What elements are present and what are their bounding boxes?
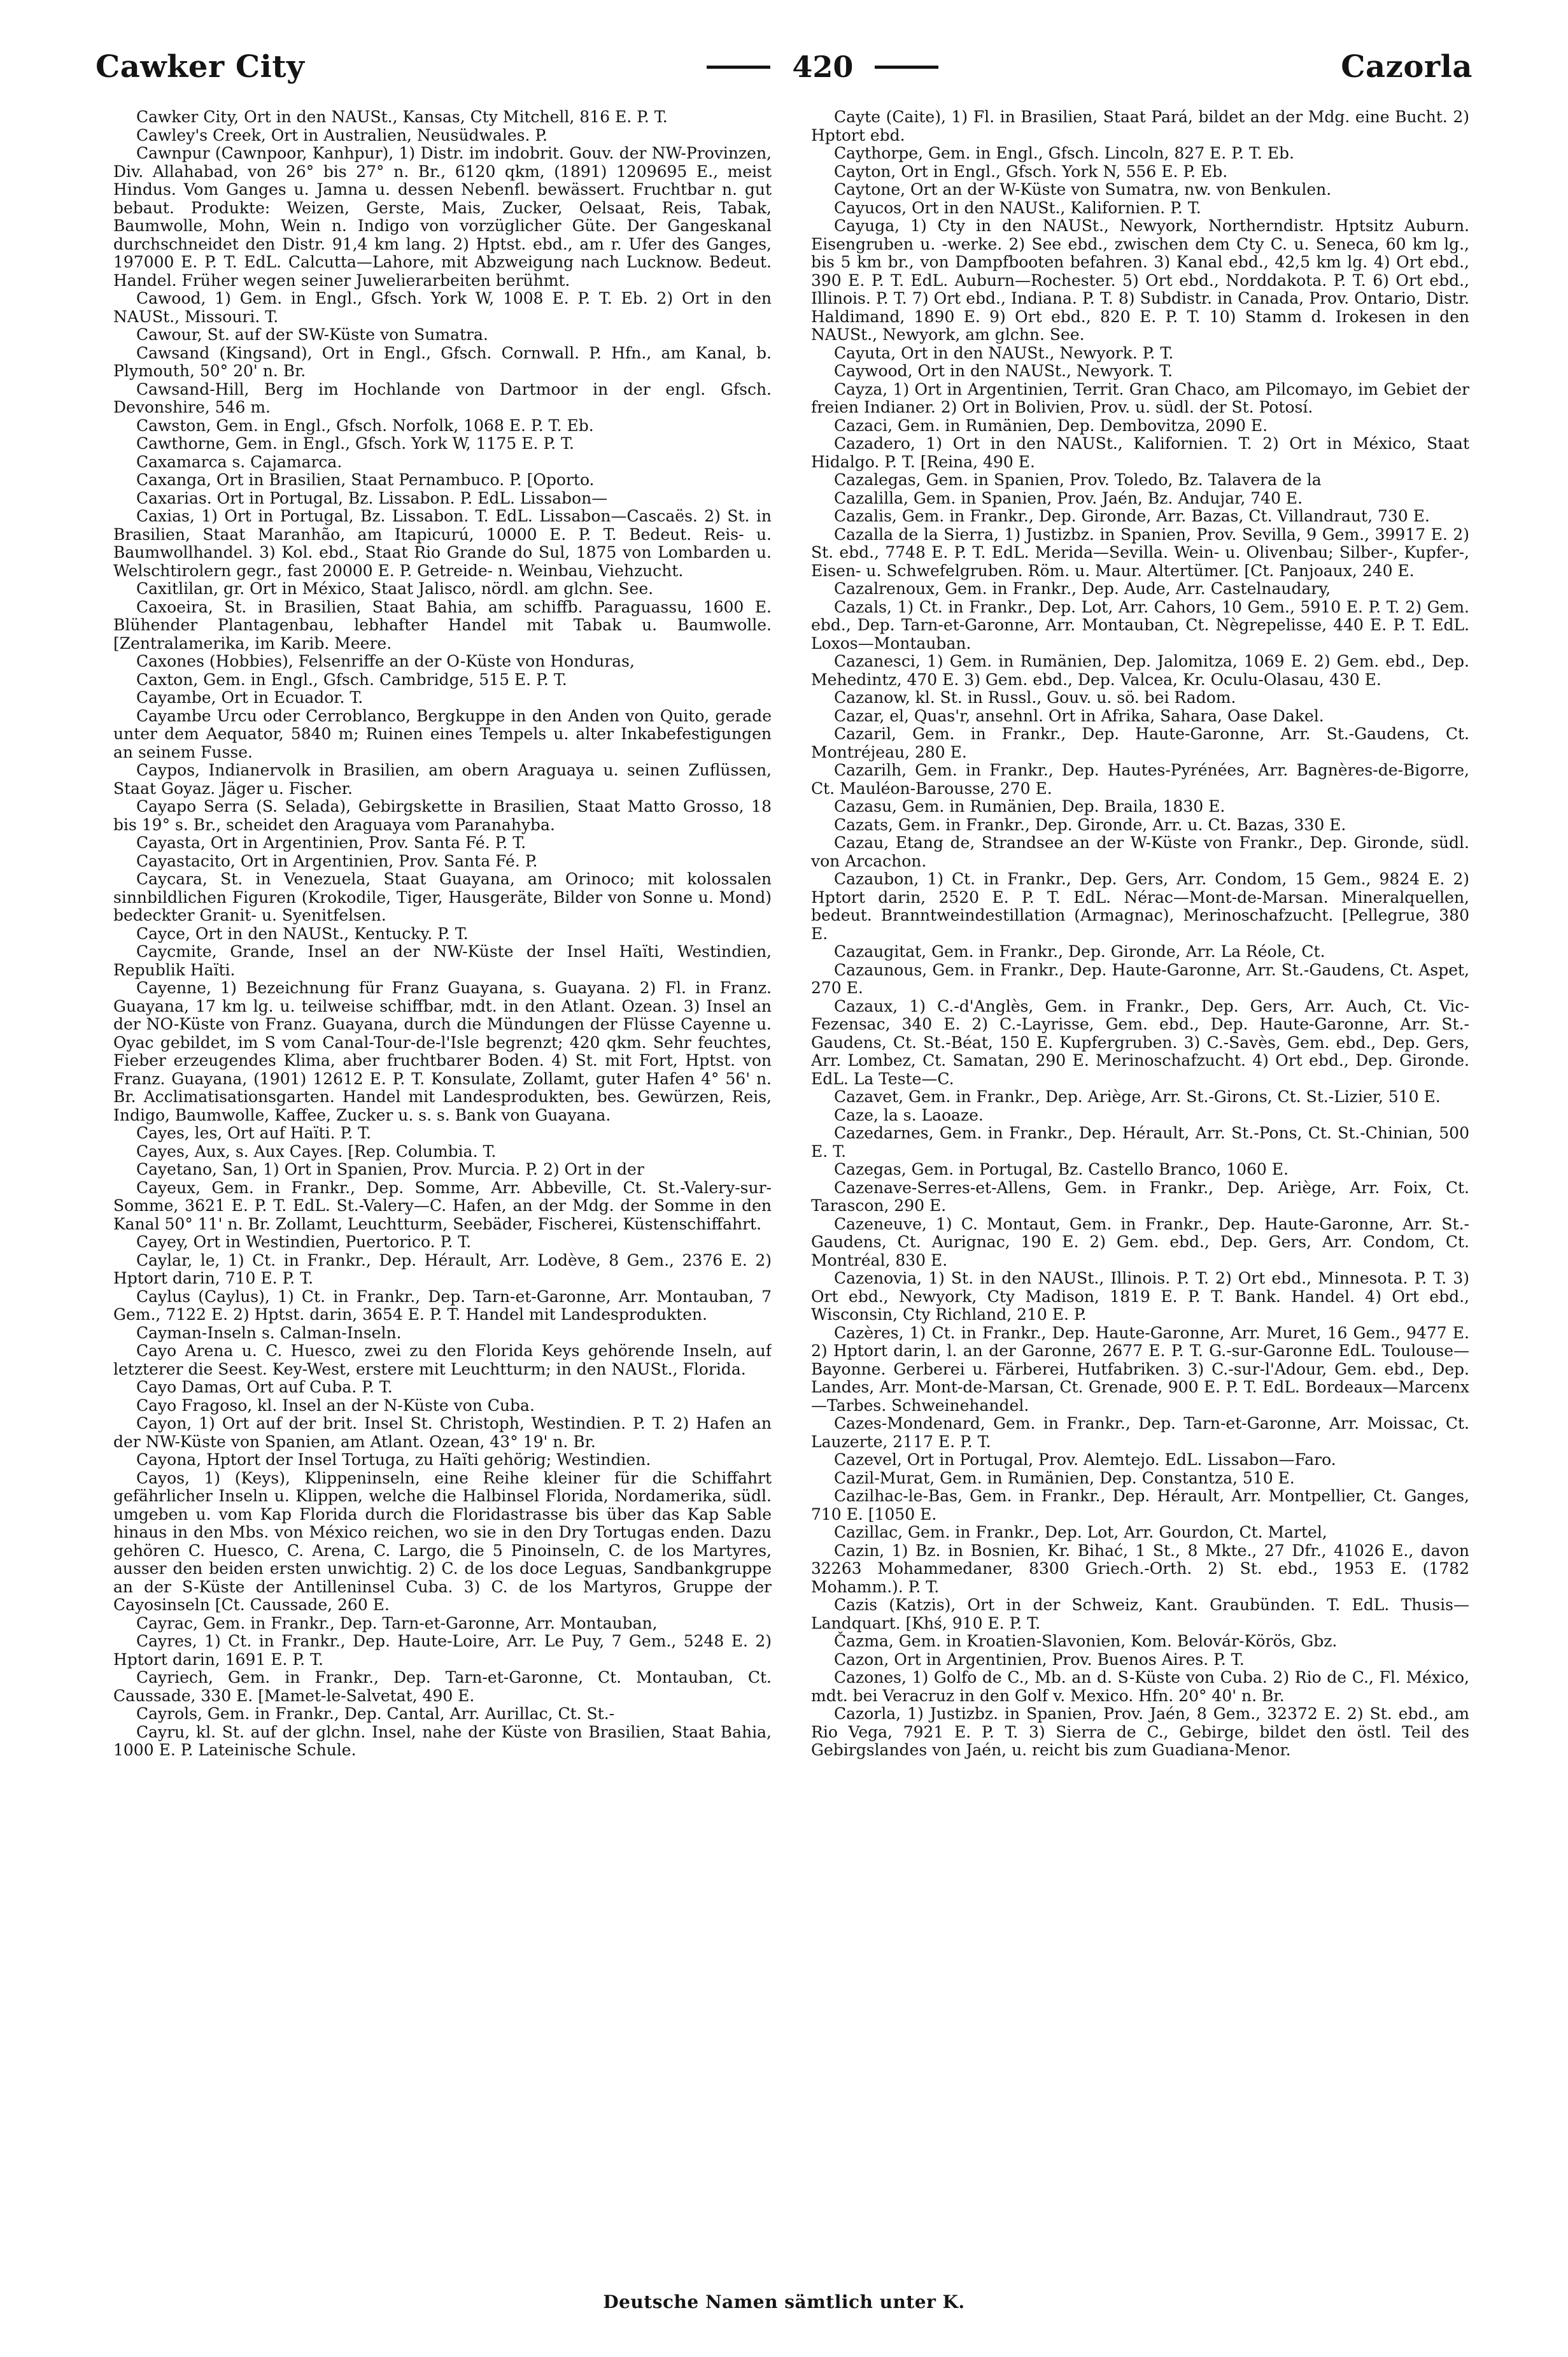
dictionary-entry: Caylar, le, 1) Ct. in Frankr., Dep. Hérault, Arr. Lodève, 8 Gem., 2376 E. 2) Hptort darin, 710 E. P. T. xyxy=(113,1250,772,1287)
dictionary-entry: Cayman-Inseln s. Calman-Inseln. xyxy=(136,1323,402,1342)
dictionary-entry: Cawour, St. auf der SW-Küste von Sumatra. xyxy=(136,325,488,344)
dictionary-entry: Cayrols, Gem. in Frankr., Dep. Cantal, Arr. Aurillac, Ct. St.- xyxy=(136,1704,615,1723)
dictionary-entry: Cayambe, Ort in Ecuador. T. xyxy=(136,688,364,707)
footer-note: Deutsche Namen sämtlich unter K. xyxy=(603,2291,965,2312)
dictionary-entry: Cayona, Hptort der Insel Tortuga, zu Haïti gehörig; Westindien. xyxy=(136,1450,651,1469)
dictionary-entry: Cazanow, kl. St. in Russl., Gouv. u. sö. bei Radom. xyxy=(834,688,1236,707)
dictionary-entry: Caythorpe, Gem. in Engl., Gfsch. Lincoln, 827 E. P. T. Eb. xyxy=(834,144,1294,162)
dictionary-entry: Cazères, 1) Ct. in Frankr., Dep. Haute-Garonne, Arr. Muret, 16 Gem., 9477 E. 2) Hptort darin, l. an der Garonne, 2677 E. P. T. G.-sur-Garonne EdL. Toulouse—Bayonne. Gerberei u. Färberei, Hutfabriken. 3) C.-sur-l'Adour, Gem. ebd., Dep. Landes, Arr. Mont-de-Marsan, Ct. Grenade, 900 E. P. T. EdL. Bordeaux—Marcenx—Tarbes. Schweinehandel. xyxy=(811,1323,1469,1415)
dictionary-entry: Caxamarca s. Cajamarca. xyxy=(136,452,343,471)
dictionary-entry: Cazeneuve, 1) C. Montaut, Gem. in Frankr., Dep. Haute-Garonne, Arr. St.-Gaudens, Ct. Aurignac, 190 E. 2) Gem. ebd., Dep. Gers, Arr. Condom, Ct. Montréal, 830 E. xyxy=(811,1214,1469,1270)
dictionary-entry: Cazalegas, Gem. in Spanien, Prov. Toledo, Bz. Talavera de la xyxy=(834,471,1322,489)
dictionary-entry: Cazar, el, Quas'r, ansehnl. Ort in Afrika, Sahara, Oase Dakel. xyxy=(834,706,1324,725)
dictionary-entry: Caze, la s. Laoaze. xyxy=(834,1105,984,1124)
dictionary-entry: Cayos, 1) (Keys), Klippeninseln, eine Reihe kleiner für die Schiffahrt gefährlicher Inseln u. Klippen, welche die Halbinsel Florida, Nordamerika, südl. umgeben u. vom Kap Florida durch die Floridastrasse bis über das Kap Sable hinaus in den Mbs. von México reichen, wo sie in den Dry Tortugas enden. Dazu gehören C. Huesco, C. Arena, C. Largo, die 5 Pinoinseln, C. de los Martyres, ausser den beiden ersten unwichtig. 2) C. de los doce Leguas, Sandbankgruppe an der S-Küste der Antilleninsel Cuba. 3) C. de los Martyros, Gruppe der Cayosinseln [Ct. Caussade, 260 E. xyxy=(113,1468,772,1614)
dictionary-entry: Cayucos, Ort in den NAUSt., Kalifornien. P. T. xyxy=(834,198,1201,217)
dictionary-entry: Cazevel, Ort in Portugal, Prov. Alemtejo. EdL. Lissabon—Faro. xyxy=(834,1450,1336,1469)
dictionary-entry: Caywood, Ort in den NAUSt., Newyork. T. xyxy=(834,362,1173,380)
dictionary-entry: Caytone, Ort an der W-Küste von Sumatra, nw. von Benkulen. xyxy=(834,180,1332,199)
right-column xyxy=(811,108,1469,2254)
dictionary-entry: Cawston, Gem. in Engl., Gfsch. Norfolk, 1068 E. P. T. Eb. xyxy=(136,416,594,435)
dictionary-entry: Cazaugitat, Gem. in Frankr., Dep. Gironde, Arr. La Réole, Ct. xyxy=(834,942,1325,961)
dictionary-entry: Cazalis, Gem. in Frankr., Dep. Gironde, Arr. Bazas, Ct. Villandraut, 730 E. xyxy=(834,507,1430,525)
dictionary-entry: Cazorla, 1) Justizbz. in Spanien, Prov. Jaén, 8 Gem., 32372 E. 2) St. ebd., am Rio Vega, 7921 E. P. T. 3) Sierra de C., Gebirge, bildet den östl. Teil des Gebirgslandes von Jaén, u. reicht bis zum Guadiana-Menor. xyxy=(811,1704,1469,1759)
dictionary-entry: Cazilhac-le-Bas, Gem. in Frankr., Dep. Hérault, Arr. Montpellier, Ct. Ganges, 710 E. [1050 E. xyxy=(811,1487,1469,1524)
dictionary-entry: Cazon, Ort in Argentinien, Prov. Buenos Aires. P. T. xyxy=(834,1650,1245,1669)
header-left-word: Cawker City xyxy=(95,49,305,85)
dictionary-entry: Caylus (Caylus), 1) Ct. in Frankr., Dep. Tarn-et-Garonne, Arr. Montauban, 7 Gem., 7122 E. 2) Hptst. darin, 3654 E. P. T. Handel mit Landesprodukten. xyxy=(113,1287,772,1324)
dictionary-entry: Cazin, 1) Bz. in Bosnien, Kr. Bihać, 1 St., 8 Mkte., 27 Dfr., 41026 E., davon 32263 Mohammedaner, 8300 Griech.-Orth. 2) St. ebd., 1953 E. (1782 Mohamm.). P. T. xyxy=(811,1541,1469,1596)
dictionary-entry: Cayres, 1) Ct. in Frankr., Dep. Haute-Loire, Arr. Le Puy, 7 Gem., 5248 E. 2) Hptort darin, 1691 E. P. T. xyxy=(113,1632,772,1669)
dictionary-entry: Cawood, 1) Gem. in Engl., Gfsch. York W, 1008 E. P. T. Eb. 2) Ort in den NAUSt., Missouri. T. xyxy=(113,289,772,326)
dictionary-entry: Cayuga, 1) Cty in den NAUSt., Newyork, Northerndistr. Hptsitz Auburn. Eisengruben u. -werke. 2) See ebd., zwischen dem Cty C. u. Seneca, 60 km lg., bis 5 km br., von Dampfbooten befahren. 3) Kanal ebd., 42,5 km lg. 4) Ort ebd., 390 E. P. T. EdL. Auburn—Rochester. 5) Ort ebd., Norddakota. P. T. 6) Ort ebd., Illinois. P. T. 7) Ort ebd., Indiana. P. T. 8) Subdistr. in Canada, Prov. Ontario, Distr. Haldimand, 1890 E. 9) Ort ebd., 820 E. P. T. 10) Stamm d. Irokesen in den NAUSt., Newyork, am glchn. See. xyxy=(811,216,1469,344)
dictionary-entry: Cayambe Urcu oder Cerroblanco, Bergkuppe in den Anden von Quito, gerade unter dem Aequator, 5840 m; Ruinen eines Tempels u. alter Inkabefestigungen an seinem Fusse. xyxy=(113,706,772,761)
dictionary-entry: Cayes, les, Ort auf Haïti. P. T. xyxy=(136,1124,372,1142)
dictionary-entry: Cayza, 1) Ort in Argentinien, Territ. Gran Chaco, am Pilcomayo, im Gebiet der freien Indianer. 2) Ort in Bolivien, Prov. u. südl. der St. Potosí. xyxy=(811,379,1469,416)
dictionary-entry: Cazarilh, Gem. in Frankr., Dep. Hautes-Pyrénées, Arr. Bagnères-de-Bigorre, Ct. Mauléon-Barousse, 270 E. xyxy=(811,761,1469,798)
dictionary-entry: Cayes, Aux, s. Aux Cayes. [Rep. Columbia. T. xyxy=(136,1142,497,1161)
dictionary-entry: Cayte (Caite), 1) Fl. in Brasilien, Staat Pará, bildet an der Mdg. eine Bucht. 2) Hptort ebd. xyxy=(811,108,1469,145)
header-right-word: Cazorla xyxy=(1341,49,1473,85)
dictionary-entry: Cazillac, Gem. in Frankr., Dep. Lot, Arr. Gourdon, Ct. Martel, xyxy=(834,1523,1327,1541)
dictionary-entry: Cazau, Etang de, Strandsee an der W-Küste von Frankr., Dep. Gironde, südl. von Arcachon. xyxy=(811,833,1469,870)
dictionary-entry: Cayo Fragoso, kl. Insel an der N-Küste von Cuba. xyxy=(136,1396,535,1415)
header-rule-right xyxy=(875,66,938,69)
dictionary-entry: Cayetano, San, 1) Ort in Spanien, Prov. Murcia. P. 2) Ort in der xyxy=(136,1160,644,1178)
dictionary-entry: Cazalilla, Gem. in Spanien, Prov. Jaén, Bz. Andujar, 740 E. xyxy=(834,488,1303,507)
dictionary-entry: Cazadero, 1) Ort in den NAUSt., Kalifornien. T. 2) Ort in México, Staat Hidalgo. P. T. [Reina, 490 E. xyxy=(811,434,1469,471)
dictionary-entry: Cawthorne, Gem. in Engl., Gfsch. York W, 1175 E. P. T. xyxy=(136,434,574,453)
dictionary-entry: Cayastacito, Ort in Argentinien, Prov. Santa Fé. P. xyxy=(136,851,538,870)
dictionary-entry: Cazis (Katzis), Ort in der Schweiz, Kant. Graubünden. T. EdL. Thusis—Landquart. [Khś, 910 E. P. T. xyxy=(811,1596,1469,1632)
dictionary-entry: Cazaci, Gem. in Rumänien, Dep. Dembovitza, 2090 E. xyxy=(834,416,1268,435)
dictionary-entry: Cayce, Ort in den NAUSt., Kentucky. P. T. xyxy=(136,924,469,943)
dictionary-entry: Caycara, St. in Venezuela, Staat Guayana, am Orinoco; mit kolossalen sinnbildlichen Figuren (Krokodile, Tiger, Hausgeräte, Bilder von Sonne u. Mond) bedeckter Granit- u. Syenitfelsen. xyxy=(113,870,772,924)
dictionary-entry: Cawker City, Ort in den NAUSt., Kansas, Cty Mitchell, 816 E. P. T. xyxy=(136,108,668,126)
dictionary-entry: Cayapo Serra (S. Selada), Gebirgskette in Brasilien, Staat Matto Grosso, 18 bis 19° s. Br., scheidet den Araguaya vom Paranahyba. xyxy=(113,797,772,834)
dictionary-entry: Cazes-Mondenard, Gem. in Frankr., Dep. Tarn-et-Garonne, Arr. Moissac, Ct. Lauzerte, 2117 E. P. T. xyxy=(811,1414,1469,1451)
page-number: 420 xyxy=(792,50,854,84)
left-column xyxy=(113,108,772,2254)
dictionary-entry: Cawsand-Hill, Berg im Hochlande von Dartmoor in der engl. Gfsch. Devonshire, 546 m. xyxy=(113,379,772,416)
dictionary-entry: Caxitlilan, gr. Ort in México, Staat Jalisco, nördl. am glchn. See. xyxy=(136,579,654,598)
dictionary-entry: Cazaubon, 1) Ct. in Frankr., Dep. Gers, Arr. Condom, 15 Gem., 9824 E. 2) Hptort darin, 2520 E. P. T. EdL. Nérac—Mont-de-Marsan. Mineralquellen, bedeut. Branntweindestillation (Armagnac), Merinoschafzucht. [Pellegrue, 380 E. xyxy=(811,870,1469,943)
dictionary-entry: Cazasu, Gem. in Rumänien, Dep. Braila, 1830 E. xyxy=(834,797,1225,816)
dictionary-entry: Cayton, Ort in Engl., Gfsch. York N, 556 E. P. Eb. xyxy=(834,162,1228,181)
dictionary-entry: Cayuta, Ort in den NAUSt., Newyork. P. T. xyxy=(834,343,1174,362)
dictionary-entry: Cazedarnes, Gem. in Frankr., Dep. Hérault, Arr. St.-Pons, Ct. St.-Chinian, 500 E. T. xyxy=(811,1124,1469,1161)
dictionary-entry: Cayey, Ort in Westindien, Puertorico. P. T. xyxy=(136,1233,472,1251)
dictionary-entry: Cazones, 1) Golfo de C., Mb. an d. S-Küste von Cuba. 2) Rio de C., Fl. México, mdt. bei Veracruz in den Golf v. Mexico. Hfn. 20° 40' n. Br. xyxy=(811,1668,1469,1705)
dictionary-entry: Caxones (Hobbies), Felsenriffe an der O-Küste von Honduras, xyxy=(136,652,635,670)
dictionary-entry: Caxanga, Ort in Brasilien, Staat Pernambuco. P. [Oporto. xyxy=(136,471,595,489)
header-center xyxy=(707,50,938,84)
dictionary-entry: Cazegas, Gem. in Portugal, Bz. Castello Branco, 1060 E. xyxy=(834,1160,1289,1178)
dictionary-entry: Cazaril, Gem. in Frankr., Dep. Haute-Garonne, Arr. St.-Gaudens, Ct. Montréjeau, 280 E. xyxy=(811,725,1469,761)
dictionary-entry: Cayo Damas, Ort auf Cuba. P. T. xyxy=(136,1378,393,1396)
dictionary-entry: Cayon, 1) Ort auf der brit. Insel St. Christoph, Westindien. P. T. 2) Hafen an der NW-Küste von Spanien, am Atlant. Ozean, 43° 19' n. Br. xyxy=(113,1414,772,1451)
dictionary-entry: Caxoeira, St. in Brasilien, Staat Bahia, am schiffb. Paraguassu, 1600 E. Blühender Plantagenbau, lebhafter Handel mit Tabak u. Baumwolle. [Zentralamerika, im Karib. Meere. xyxy=(113,597,772,653)
dictionary-entry: Cazanesci, 1) Gem. in Rumänien, Dep. Jalomitza, 1069 E. 2) Gem. ebd., Dep. Mehedintz, 470 E. 3) Gem. ebd., Dep. Valcea, Kr. Oculu-Olasau, 430 E. xyxy=(811,652,1469,689)
dictionary-entry: Cayrac, Gem. in Frankr., Dep. Tarn-et-Garonne, Arr. Montauban, xyxy=(136,1613,658,1632)
dictionary-entry: Čazma, Gem. in Kroatien-Slavonien, Kom. Belovár-Körös, Gbz. xyxy=(834,1632,1338,1650)
dictionary-entry: Caxton, Gem. in Engl., Gfsch. Cambridge, 515 E. P. T. xyxy=(136,670,567,689)
dictionary-entry: Cazenovia, 1) St. in den NAUSt., Illinois. P. T. 2) Ort ebd., Minnesota. P. T. 3) Ort ebd., Newyork, Cty Madison, 1819 E. P. T. Bank. Handel. 4) Ort ebd., Wisconsin, Cty Richland, 210 E. P. xyxy=(811,1269,1469,1324)
dictionary-entry: Caxarias. Ort in Portugal, Bz. Lissabon. P. EdL. Lissabon— xyxy=(136,488,608,507)
dictionary-entry: Cazalla de la Sierra, 1) Justizbz. in Spanien, Prov. Sevilla, 9 Gem., 39917 E. 2) St. ebd., 7748 E. P. T. EdL. Merida—Sevilla. Wein- u. Olivenbau; Silber-, Kupfer-, Eisen- u. Schwefelgruben. Röm. u. Maur. Altertümer. [Ct. Panjoaux, 240 E. xyxy=(811,525,1469,580)
dictionary-entry: Cazenave-Serres-et-Allens, Gem. in Frankr., Dep. Ariège, Arr. Foix, Ct. Tarascon, 290 E. xyxy=(811,1178,1469,1215)
dictionary-entry: Caycmite, Grande, Insel an der NW-Küste der Insel Haïti, Westindien, Republik Haïti. xyxy=(113,942,772,979)
page-header xyxy=(95,39,1473,94)
dictionary-entry: Caypos, Indianervolk in Brasilien, am obern Araguaya u. seinen Zuflüssen, Staat Goyaz. Jäger u. Fischer. xyxy=(113,761,772,798)
dictionary-entry: Cazalrenoux, Gem. in Frankr., Dep. Aude, Arr. Castelnaudary, xyxy=(834,579,1331,598)
dictionary-entry: Cawsand (Kingsand), Ort in Engl., Gfsch. Cornwall. P. Hfn., am Kanal, b. Plymouth, 50° 20' n. Br. xyxy=(113,343,772,380)
dictionary-entry: Cazaunous, Gem. in Frankr., Dep. Haute-Garonne, Arr. St.-Gaudens, Ct. Aspet, 270 E. xyxy=(811,960,1469,997)
dictionary-entry: Caxias, 1) Ort in Portugal, Bz. Lissabon. T. EdL. Lissabon—Cascaës. 2) St. in Brasilien, Staat Maranhão, am Itapicurú, 10000 E. P. T. Bedeut. Reis- u. Baumwollhandel. 3) Kol. ebd., Staat Rio Grande do Sul, 1875 von Lombarden u. Welschtirolern gegr., fast 20000 E. P. Getreide- n. Weinbau, Viehzucht. xyxy=(113,507,772,580)
dictionary-entry: Cayenne, 1) Bezeichnung für Franz Guayana, s. Guayana. 2) Fl. in Franz. Guayana, 17 km lg. u. teilweise schiffbar, mdt. in den Atlant. Ozean. 3) Insel an der NO-Küste von Franz. Guayana, durch die Mündungen der Flüsse Cayenne u. Oyac gebildet, im S vom Canal-Tour-de-l'Isle begrenzt; 420 qkm. Sehr feuchtes, Fieber erzeugendes Klima, aber fruchtbarer Boden. 4) St. mit Fort, Hptst. von Franz. Guayana, (1901) 12612 E. P. T. Konsulate, Zollamt, guter Hafen 4° 56' n. Br. Acclimatisationsgarten. Handel mit Landesprodukten, bes. Gewürzen, Reis, Indigo, Baumwolle, Kaffee, Zucker u. s. s. Bank von Guayana. xyxy=(113,979,772,1124)
dictionary-entry: Cayriech, Gem. in Frankr., Dep. Tarn-et-Garonne, Ct. Montauban, Ct. Caussade, 330 E. [Mamet-le-Salvetat, 490 E. xyxy=(113,1668,772,1705)
dictionary-entry: Cazil-Murat, Gem. in Rumänien, Dep. Constantza, 510 E. xyxy=(834,1468,1295,1487)
dictionary-entry: Cazaux, 1) C.-d'Anglès, Gem. in Frankr., Dep. Gers, Arr. Auch, Ct. Vic-Fezensac, 340 E. 2) C.-Layrisse, Gem. ebd., Dep. Haute-Garonne, Arr. St.-Gaudens, Ct. St.-Béat, 150 E. Kupfergruben. 3) C.-Savès, Gem. ebd., Dep. Gers, Arr. Lombez, Ct. Samatan, 290 E. Merinoschafzucht. 4) Ort ebd., Dep. Gironde. EdL. La Teste—C. xyxy=(811,996,1469,1088)
dictionary-entry: Cazals, 1) Ct. in Frankr., Dep. Lot, Arr. Cahors, 10 Gem., 5910 E. P. T. 2) Gem. ebd., Dep. Tarn-et-Garonne, Arr. Montauban, Ct. Nègrepelisse, 440 E. P. T. EdL. Loxos—Montauban. xyxy=(811,597,1469,653)
header-rule-left xyxy=(707,66,770,69)
dictionary-entry: Cayasta, Ort in Argentinien, Prov. Santa Fé. P. T. xyxy=(136,833,526,852)
dictionary-entry: Cayo Arena u. C. Huesco, zwei zu den Florida Keys gehörende Inseln, auf letzterer die Seest. Key-West, erstere mit Leuchtturm; in den NAUSt., Florida. xyxy=(113,1341,772,1378)
dictionary-entry: Cayru, kl. St. auf der glchn. Insel, nahe der Küste von Brasilien, Staat Bahia, 1000 E. P. Lateinische Schule. xyxy=(113,1722,772,1759)
dictionary-entry: Cayeux, Gem. in Frankr., Dep. Somme, Arr. Abbeville, Ct. St.-Valery-sur-Somme, 3621 E. P. T. EdL. St.-Valery—C. Hafen, an der Mdg. der Somme in den Kanal 50° 11' n. Br. Zollamt, Leuchtturm, Seebäder, Fischerei, Küstenschiffahrt. xyxy=(113,1178,772,1233)
dictionary-entry: Cawley's Creek, Ort in Australien, Neusüdwales. P. xyxy=(136,125,548,145)
dictionary-entry: Cazavet, Gem. in Frankr., Dep. Ariège, Arr. St.-Girons, Ct. St.-Lizier, 510 E. xyxy=(834,1087,1441,1106)
dictionary-entry: Cazats, Gem. in Frankr., Dep. Gironde, Arr. u. Ct. Bazas, 330 E. xyxy=(834,815,1346,834)
dictionary-entry: Cawnpur (Cawnpoor, Kanhpur), 1) Distr. im indobrit. Gouv. der NW-Provinzen, Div. Allahabad, von 26° bis 27° n. Br., 6120 qkm, (1891) 1209695 E., meist Hindus. Vom Ganges u. Jamna u. dessen Nebenfl. bewässert. Fruchtbar n. gut bebaut. Produkte: Weizen, Gerste, Mais, Zucker, Oelsaat, Reis, Tabak, Baumwolle, Mohn, Wein n. Indigo von vorzüglicher Güte. Der Gangeskanal durchschneidet den Distr. 91,4 km lang. 2) Hptst. ebd., am r. Ufer des Ganges, 197000 E. P. T. EdL. Calcutta—Lahore, mit Abzweigung nach Lucknow. Bedeut. Handel. Früher wegen seiner Juwelierarbeiten berühmt. xyxy=(113,144,772,290)
dictionary-columns xyxy=(113,108,1469,2254)
